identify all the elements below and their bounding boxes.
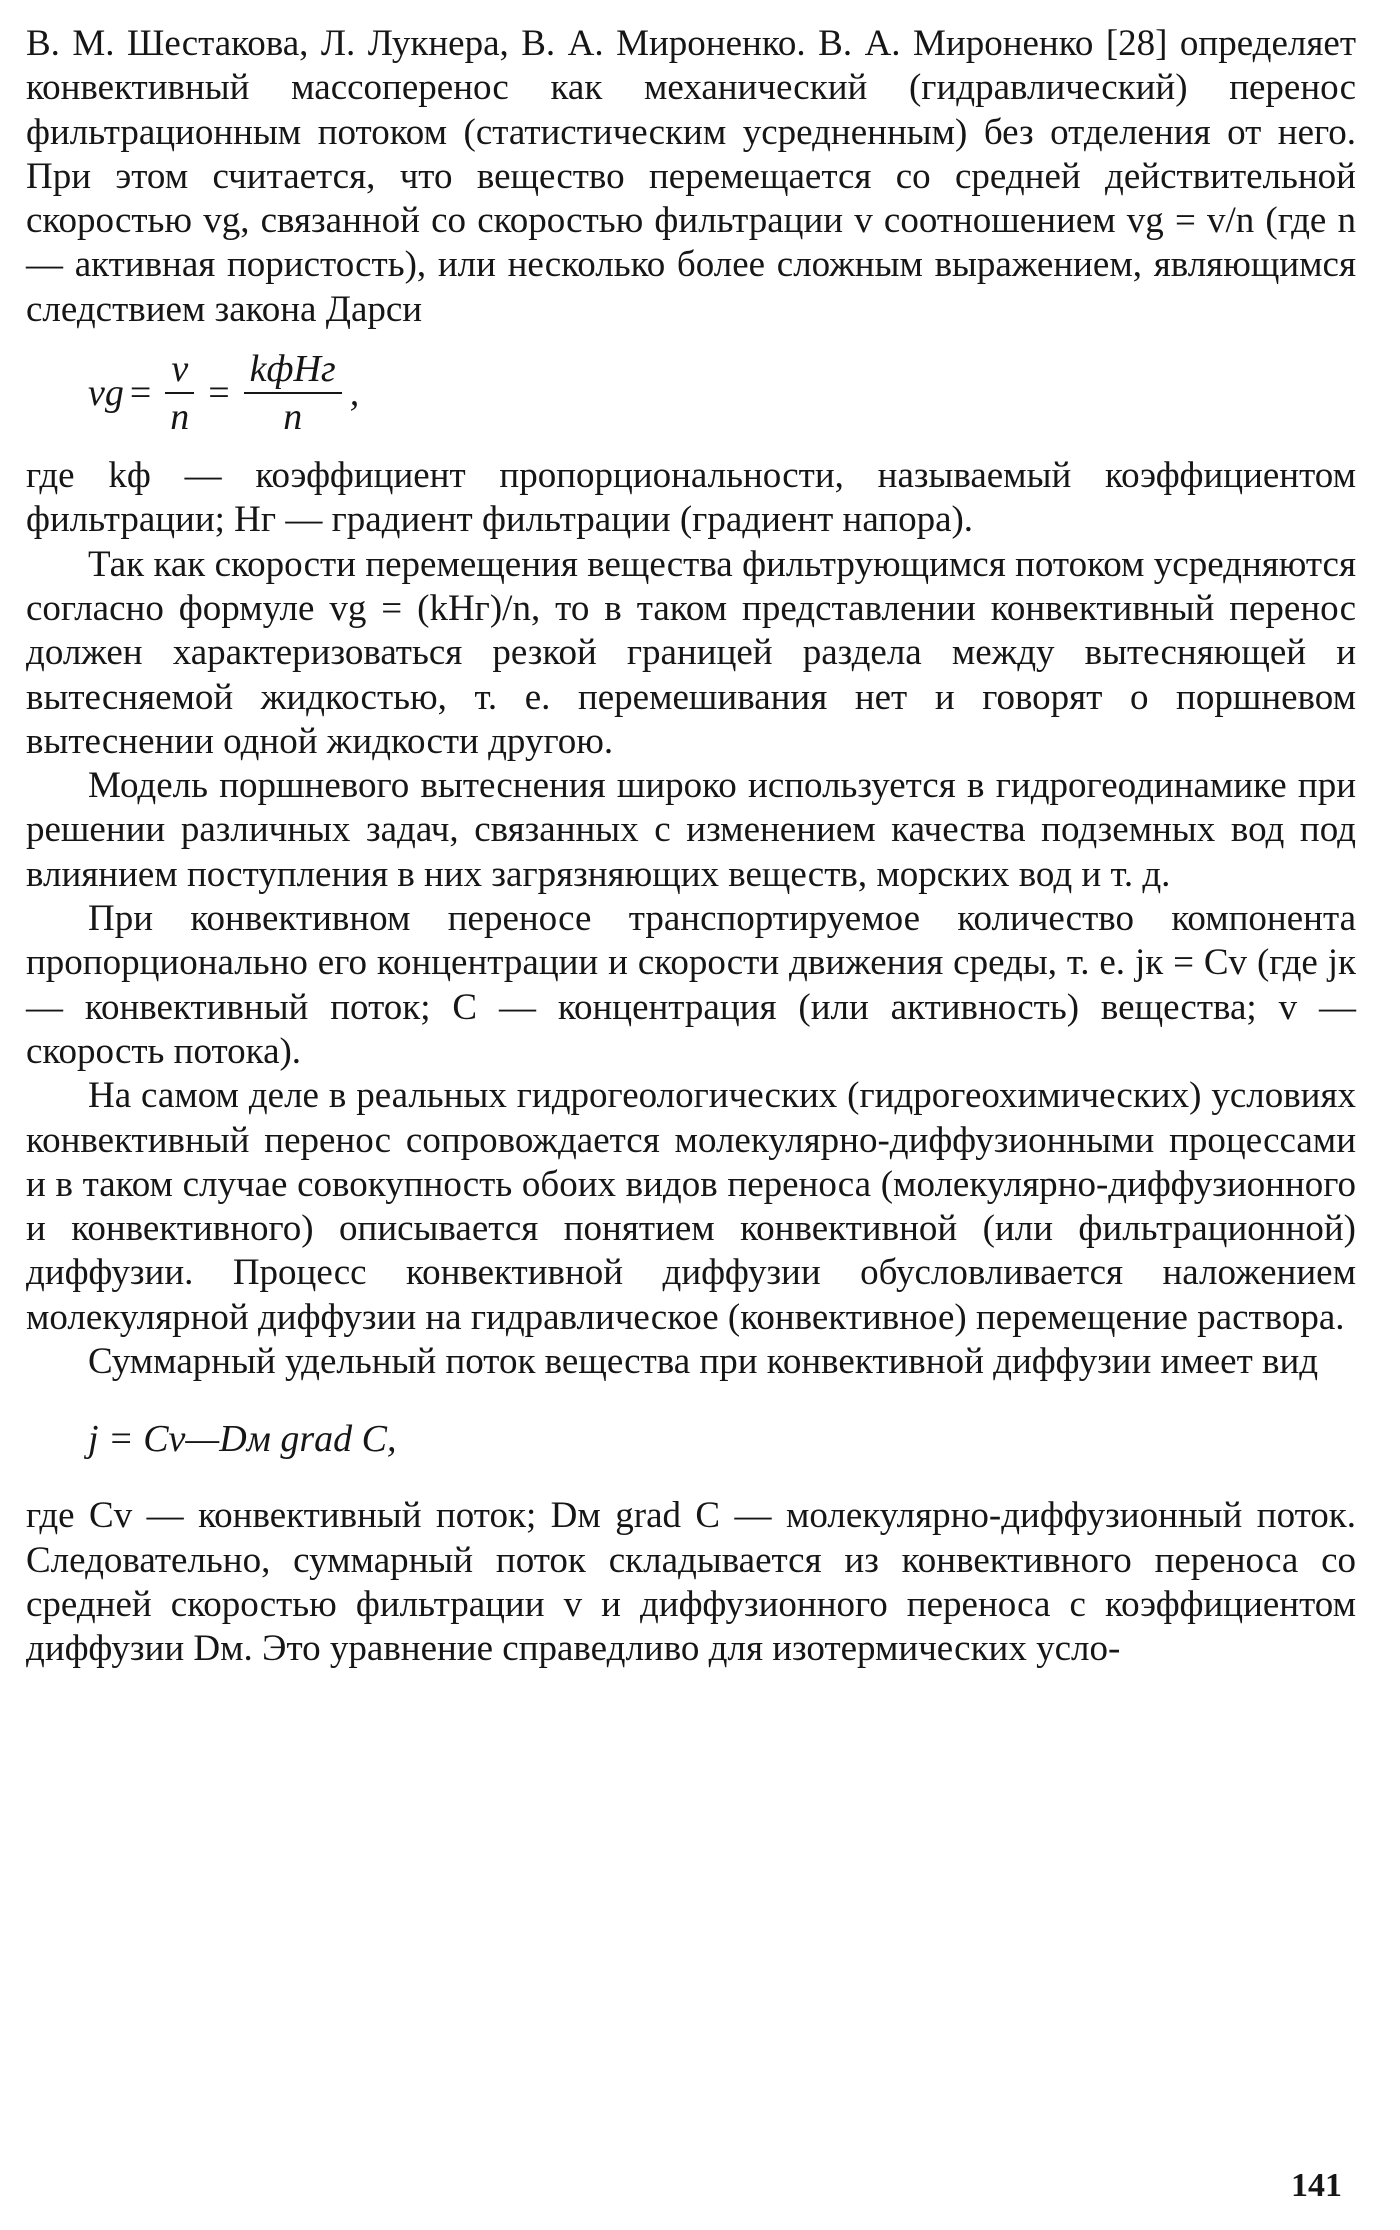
formula-darcy — [26, 332, 1356, 454]
paragraph-intro: В. М. Шестакова, Л. Лукнера, В. А. Мироненко. В. А. Мироненко [28] определяет конвективный массоперенос как механический (гидравлический) перенос фильтрационным потоком (статистическим усредненным) без отделения от него. При этом считается, что вещество перемещается со средней действительной скоростью vg, связанной со скоростью фильтрации v соотношением vg = v/n (где n — активная пористость), или несколько более сложным выражением, являющимся следствием закона Дарси — [26, 23, 1356, 330]
fraction-2-numerator: kфHг — [244, 346, 342, 394]
formula-darcy-tail: , — [349, 371, 360, 414]
paragraph-kf-definition: где kф — коэффициент пропорциональности, называемый коэффициентом фильтрации; Hг — градиент фильтрации (градиент напора). — [26, 455, 1356, 541]
paragraph-convective-diffusion: На самом деле в реальных гидрогеологических (гидрогеохимических) условиях конвективный перенос сопровождается молекулярно-диффузионными процессами и в таком случае совокупность обоих видов переноса (молекулярно-диффузионного и конвективного) описывается понятием конвективной (или фильтрационной) диффузии. Процесс конвективной диффузии обусловливается наложением молекулярной диффузии на гидравлическое (конвективное) перемещение раствора. — [26, 1075, 1356, 1338]
paragraph-piston-model: Модель поршневого вытеснения широко используется в гидрогеодинамике при решении различных задач, связанных с изменением качества подземных вод под влиянием поступления в них загрязняющих веществ, морских вод и т. д. — [26, 765, 1356, 895]
fraction-1-numerator: v — [165, 346, 194, 394]
paragraph-convective-transport: При конвективном переносе транспортируемое количество компонента пропорционально его концентрации и скорости движения среды, т. е. jк = Cv (где jк — конвективный поток; C — концентрация (или активность) вещества; v — скорость потока). — [26, 898, 1356, 1072]
fraction-2-denominator: n — [283, 396, 303, 439]
paragraph-flux-explanation: где Cv — конвективный поток; Dм grad C — молекулярно-диффузионный поток. Следовательно, суммарный поток складывается из конвективного переноса со средней скоростью фильтрации v и диффузионного переноса с коэффициентом диффузии Dм. Это уравнение справедливо для изотермических усло- — [26, 1495, 1356, 1670]
paragraph-piston-displacement: Так как скорости перемещения вещества фильтрующимся потоком усредняются согласно формуле vg = (kHг)/n, то в таком представлении конвективный перенос должен характеризоваться резкой границей раздела между вытесняющей и вытесняемой жидкостью, т. е. перемешивания нет и говорят о поршневом вытеснении одной жидкости другою. — [26, 543, 1356, 762]
formula-total-flux: j = Cv—Dм grad C, — [88, 1418, 397, 1461]
formula-darcy-lhs: vg — [88, 371, 124, 414]
paragraph-total-flux: Суммарный удельный поток вещества при конвективной диффузии имеет вид — [88, 1341, 1319, 1383]
fraction-1-denominator: n — [170, 396, 190, 439]
formula-darcy-fraction-1 — [165, 346, 194, 440]
page-number: 141 — [1291, 2166, 1342, 2204]
formula-darcy-eq-1: = — [129, 371, 152, 414]
formula-darcy-eq-2: = — [208, 371, 230, 414]
book-page — [26, 22, 1356, 2208]
formula-darcy-fraction-2 — [244, 346, 342, 440]
